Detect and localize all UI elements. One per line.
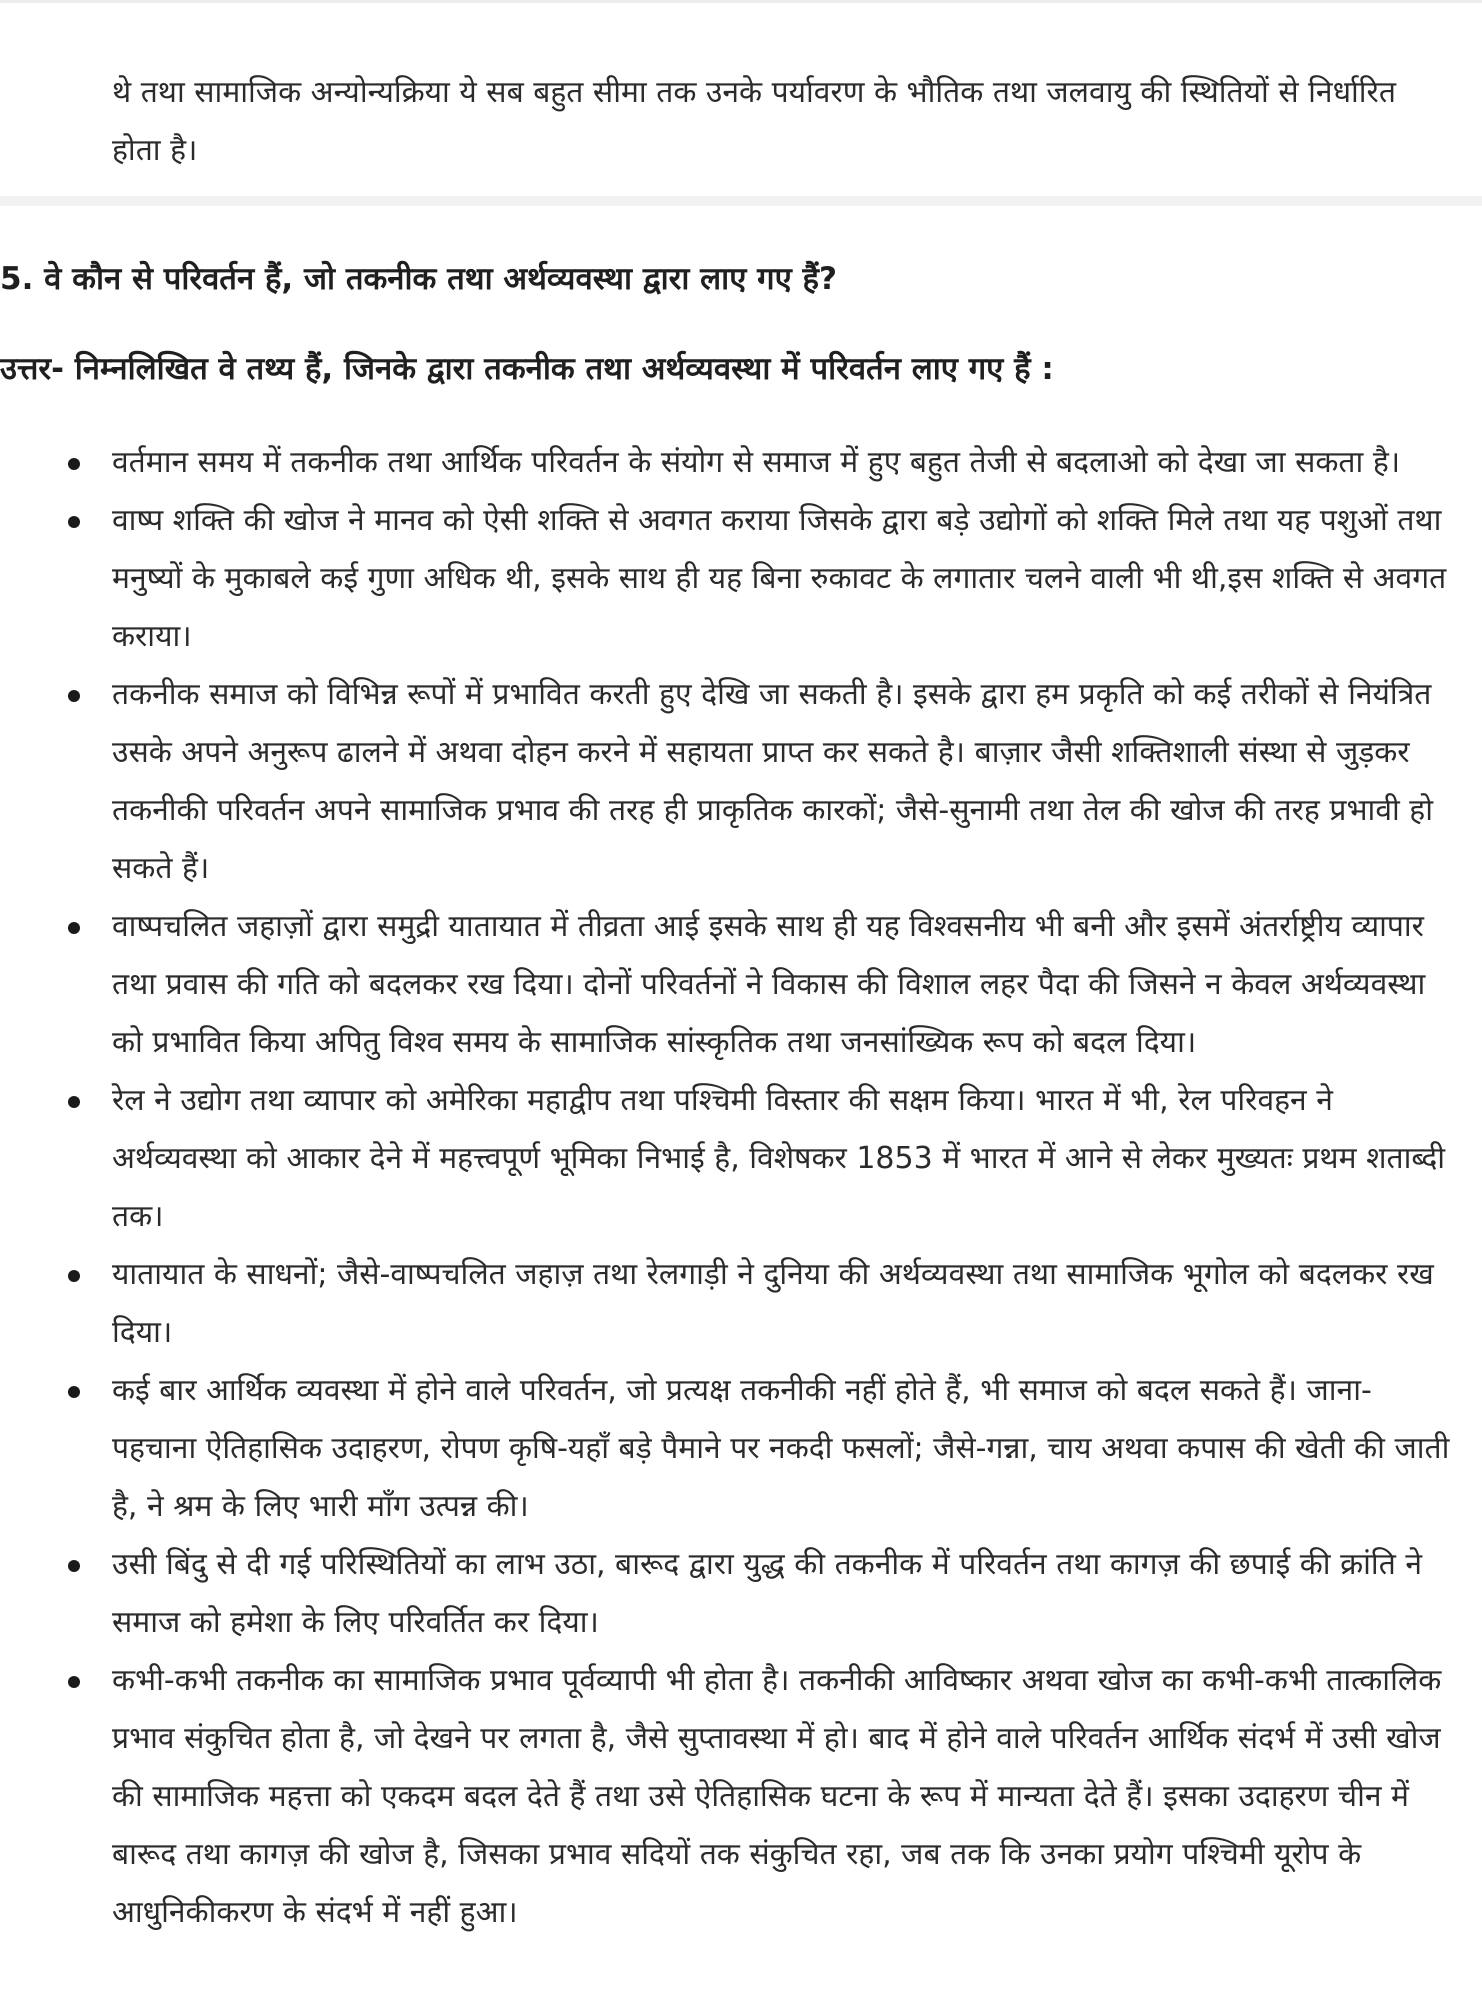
answer-point xyxy=(0,1362,1482,1536)
bullet-icon xyxy=(68,1270,80,1282)
bullet-icon xyxy=(68,516,80,528)
answer-point-text: यातायात के साधनों; जैसे-वाष्पचलित जहाज़ तथा रेलगाड़ी ने दुनिया की अर्थव्यवस्था तथा सामाजिक भूगोल को बदलकर रख दिया। xyxy=(112,1257,1434,1350)
answer-point-text: तकनीक समाज को विभिन्न रूपों में प्रभावित करती हुए देखि जा सकती है। इसके द्वारा हम प्रकृति को कई तरीकों से नियंत्रित उसके अपने अनुरूप ढालने में अथवा दोहन करने में सहायता प्राप्त कर सकते है। बाज़ार जैसी शक्तिशाली संस्था से जुड़कर तकनीकी परिवर्तन अपने सामाजिक प्रभाव की तरह ही प्राकृतिक कारकों; जैसे-सुनामी तथा तेल की खोज की तरह प्रभावी हो सकते हैं। xyxy=(112,677,1434,886)
answer-point-text: उसी बिंदु से दी गई परिस्थितियों का लाभ उठा, बारूद द्वारा युद्ध की तकनीक में परिवर्तन तथा कागज़ की छपाई की क्रांति ने समाज को हमेशा के लिए परिवर्तित कर दिया। xyxy=(112,1547,1422,1640)
answer-point-text: कभी-कभी तकनीक का सामाजिक प्रभाव पूर्वव्यापी भी होता है। तकनीकी आविष्कार अथवा खोज का कभी-कभी तात्कालिक प्रभाव संकुचित होता है, जो देखने पर लगता है, जैसे सुप्तावस्था में हो। बाद में होने वाले परिवर्तन आर्थिक संदर्भ में उसी खोज की सामाजिक महत्ता को एकदम बदल देते हैं तथा उसे ऐतिहासिक घटना के रूप में मान्यता देते हैं। इसका उदाहरण चीन में बारूद तथा कागज़ की खोज है, जिसका प्रभाव सदियों तक संकुचित रहा, जब तक कि उनका प्रयोग पश्चिमी यूरोप के आधुनिकीकरण के संदर्भ में नहीं हुआ। xyxy=(112,1663,1442,1930)
answer-point-text: रेल ने उद्योग तथा व्यापार को अमेरिका महाद्वीप तथा पश्चिमी विस्तार की सक्षम किया। भारत में भी, रेल परिवहन ने अर्थव्यवस्था को आकार देने में महत्त्वपूर्ण भूमिका निभाई है, विशेषकर 1853 में भारत में आने से लेकर मुख्यतः प्रथम शताब्दी तक। xyxy=(112,1083,1446,1234)
question-heading: 5. वे कौन से परिवर्तन हैं, जो तकनीक तथा अर्थव्यवस्था द्वारा लाए गए हैं? xyxy=(0,261,837,297)
bullet-icon xyxy=(68,1096,80,1108)
intro-paragraph: थे तथा सामाजिक अन्योन्यक्रिया ये सब बहुत सीमा तक उनके पर्यावरण के भौतिक तथा जलवायु की स्थितियों से निर्धारित होता है। xyxy=(112,75,1396,168)
answer-point xyxy=(0,898,1482,1072)
bullet-icon xyxy=(68,1386,80,1398)
bullet-icon xyxy=(68,458,80,470)
answer-point xyxy=(0,1246,1482,1362)
answer-points-list xyxy=(0,434,1482,1942)
answer-point xyxy=(0,1072,1482,1246)
answer-point xyxy=(0,1652,1482,1942)
answer-point xyxy=(0,1536,1482,1652)
bullet-icon xyxy=(68,1676,80,1688)
answer-point xyxy=(0,492,1482,666)
bullet-icon xyxy=(68,1560,80,1572)
top-divider xyxy=(0,0,1482,3)
answer-point-text: वाष्प शक्ति की खोज ने मानव को ऐसी शक्ति से अवगत कराया जिसके द्वारा बड़े उद्योगों को शक्ति मिले तथा यह पशुओं तथा मनुष्यों के मुकाबले कई गुणा अधिक थी, इसके साथ ही यह बिना रुकावट के लगातार चलने वाली भी थी,इस शक्ति से अवगत कराया। xyxy=(112,503,1447,654)
bullet-icon xyxy=(68,690,80,702)
answer-point-text: वाष्पचलित जहाज़ों द्वारा समुद्री यातायात में तीव्रता आई इसके साथ ही यह विश्वसनीय भी बनी और इसमें अंतर्राष्ट्रीय व्यापार तथा प्रवास की गति को बदलकर रख दिया। दोनों परिवर्तनों ने विकास की विशाल लहर पैदा की जिसने न केवल अर्थव्यवस्था को प्रभावित किया अपितु विश्व समय के सामाजिक सांस्कृतिक तथा जनसांख्यिक रूप को बदल दिया। xyxy=(112,909,1426,1060)
answer-point-text: कई बार आर्थिक व्यवस्था में होने वाले परिवर्तन, जो प्रत्यक्ष तकनीकी नहीं होते हैं, भी समाज को बदल सकते हैं। जाना-पहचाना ऐतिहासिक उदाहरण, रोपण कृषि-यहाँ बड़े पैमाने पर नकदी फसलों; जैसे-गन्ना, चाय अथवा कपास की खेती की जाती है, ने श्रम के लिए भारी माँग उत्पन्न की। xyxy=(112,1373,1450,1524)
answer-point-text: वर्तमान समय में तकनीक तथा आर्थिक परिवर्तन के संयोग से समाज में हुए बहुत तेजी से बदलाओ को देखा जा सकता है। xyxy=(112,445,1401,480)
answer-intro: उत्तर- निम्नलिखित वे तथ्य हैं, जिनके द्वारा तकनीक तथा अर्थव्यवस्था में परिवर्तन लाए गए हैं : xyxy=(0,351,1054,387)
previous-answer-continuation xyxy=(0,6,1482,206)
answer-point xyxy=(0,666,1482,898)
answer-point xyxy=(0,434,1482,492)
bullet-icon xyxy=(68,922,80,934)
